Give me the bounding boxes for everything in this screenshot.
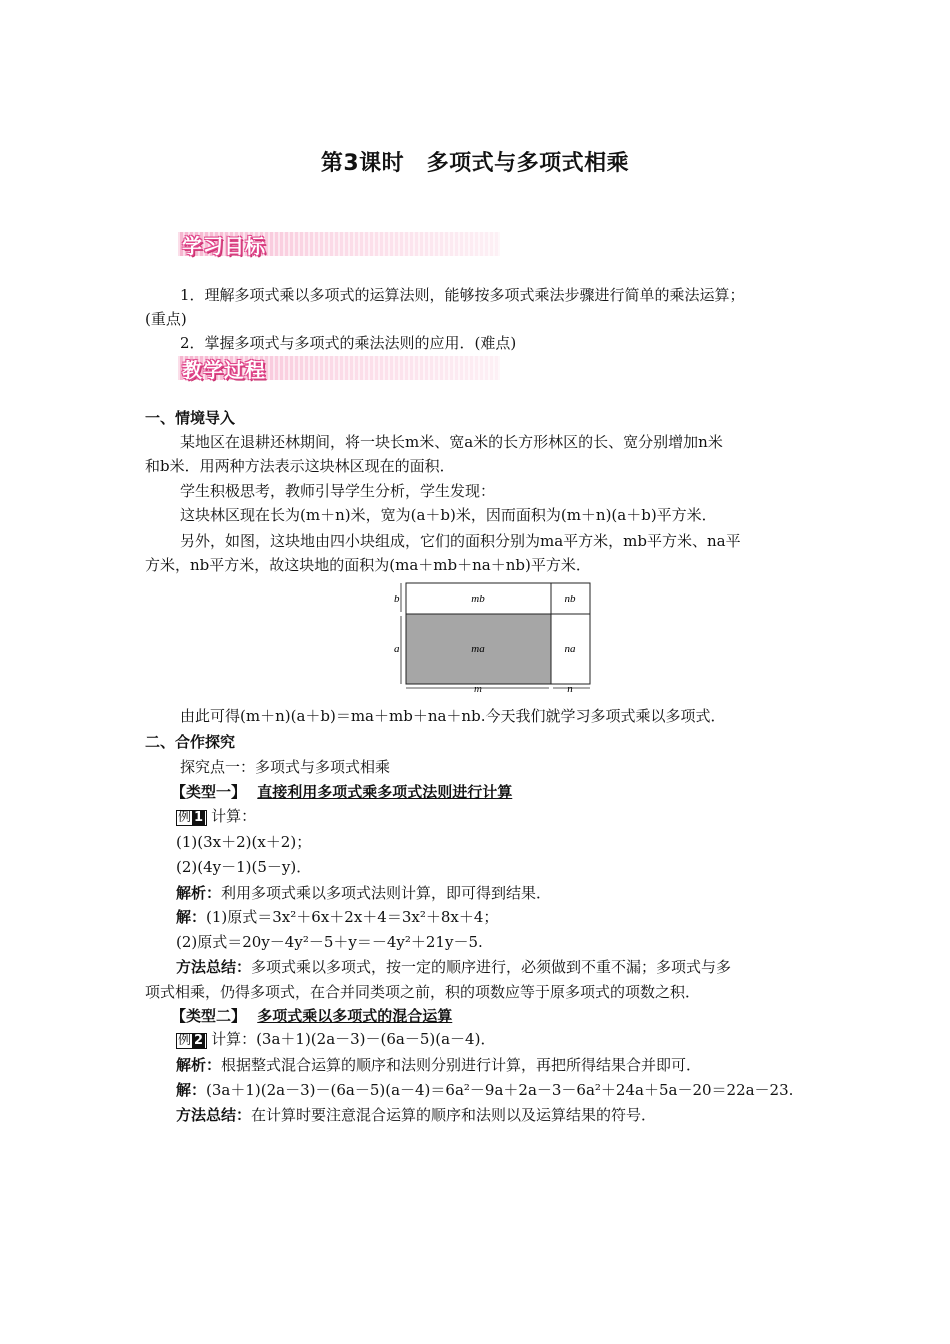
scenario-p1-line1: 某地区在退耕还林期间，将一块长m米、宽a米的长方形林区的长、宽分别增加n米 [180, 433, 723, 451]
scenario-p3: 这块林区现在长为(m＋n)米，宽为(a＋b)米，因而面积为(m＋n)(a＋b)平方米． [180, 506, 717, 524]
type1-bracket: 【类型一】 [171, 783, 247, 801]
objectives-banner [178, 232, 500, 256]
example1-summary-line1: 方法总结：多项式乘以多项式，按一定的顺序进行，必须做到不重不漏；多项式与多 [176, 958, 732, 976]
label-m: m [474, 683, 482, 695]
scenario-p4-line2: 方米，nb平方米，故这块地的面积为(ma＋mb＋na＋nb)平方米． [145, 556, 591, 574]
example2-analysis: 解析：根据整式混合运算的顺序和法则分别进行计算，再把所得结果合并即可． [176, 1056, 702, 1074]
example2-summary: 方法总结：在计算时要注意混合运算的顺序和法则以及运算结果的符号． [176, 1106, 657, 1124]
scenario-p2: 学生积极思考，教师引导学生分析，学生发现： [180, 482, 496, 500]
type2-title: 多项式乘以多项式的混合运算 [257, 1007, 453, 1025]
label-n: n [567, 683, 573, 695]
label-na: na [564, 643, 576, 655]
objective-2: 2．掌握多项式与多项式的乘法法则的应用．(难点) [180, 334, 517, 352]
example1-q1: (1)(3x＋2)(x＋2)； [176, 833, 312, 851]
label-a: a [394, 643, 400, 655]
page-title: 第3课时 多项式与多项式相乘 [320, 151, 630, 176]
type1-title: 直接利用多项式乘多项式法则进行计算 [257, 783, 513, 801]
type1-heading [171, 782, 512, 802]
example1-line: 例 1 计算： [178, 807, 257, 825]
type2-bracket: 【类型二】 [171, 1007, 247, 1025]
explore-point-1: 探究点一：多项式与多项式相乘 [180, 758, 391, 776]
example1-q2: (2)(4y－1)(5－y)． [176, 858, 312, 876]
area-diagram [392, 580, 594, 695]
section2-heading: 二、合作探究 [145, 733, 236, 751]
example2-tag: 例 2 [176, 1033, 207, 1049]
objective-1-line2: (重点) [145, 310, 187, 328]
label-ma: ma [471, 643, 485, 655]
process-banner [178, 356, 500, 380]
objective-1-line1: 1．理解多项式乘以多项式的运算法则，能够按多项式乘法步骤进行简单的乘法运算； [180, 286, 745, 304]
process-banner-label: 教学过程 [182, 358, 266, 382]
example1-analysis: 解析：利用多项式乘以多项式法则计算，即可得到结果． [176, 884, 552, 902]
scenario-p1-line2: 和b米．用两种方法表示这块林区现在的面积． [145, 457, 455, 475]
example1-solution2: (2)原式＝20y－4y²－5＋y＝－4y²＋21y－5. [176, 933, 483, 951]
example1-summary-line2: 项式相乘，仍得多项式，在合并同类项之前，积的项数应等于原多项式的项数之积． [145, 983, 701, 1001]
type2-heading [171, 1006, 452, 1026]
scenario-p4-line1: 另外，如图，这块地由四小块组成，它们的面积分别为ma平方米，mb平方米、na平 [180, 532, 741, 550]
example2-solution: 解：(3a＋1)(2a－3)－(6a－5)(a－4)＝6a²－9a＋2a－3－6a²＋24a＋5a－20＝22a－23. [176, 1081, 794, 1099]
example2-line: 例 2 计算：(3a＋1)(2a－3)－(6a－5)(a－4)． [178, 1030, 496, 1048]
section1-heading: 一、情境导入 [145, 409, 236, 427]
example1-tag: 例 1 [176, 810, 207, 826]
conclusion-line: 由此可得(m＋n)(a＋b)＝ma＋mb＋na＋nb.今天我们就学习多项式乘以多项式． [180, 707, 726, 725]
label-b: b [394, 593, 400, 605]
example1-solution1: 解：(1)原式＝3x²＋6x＋2x＋4＝3x²＋8x＋4； [176, 908, 499, 926]
objectives-banner-label: 学习目标 [182, 234, 266, 258]
label-mb: mb [471, 593, 485, 605]
label-nb: nb [564, 593, 576, 605]
